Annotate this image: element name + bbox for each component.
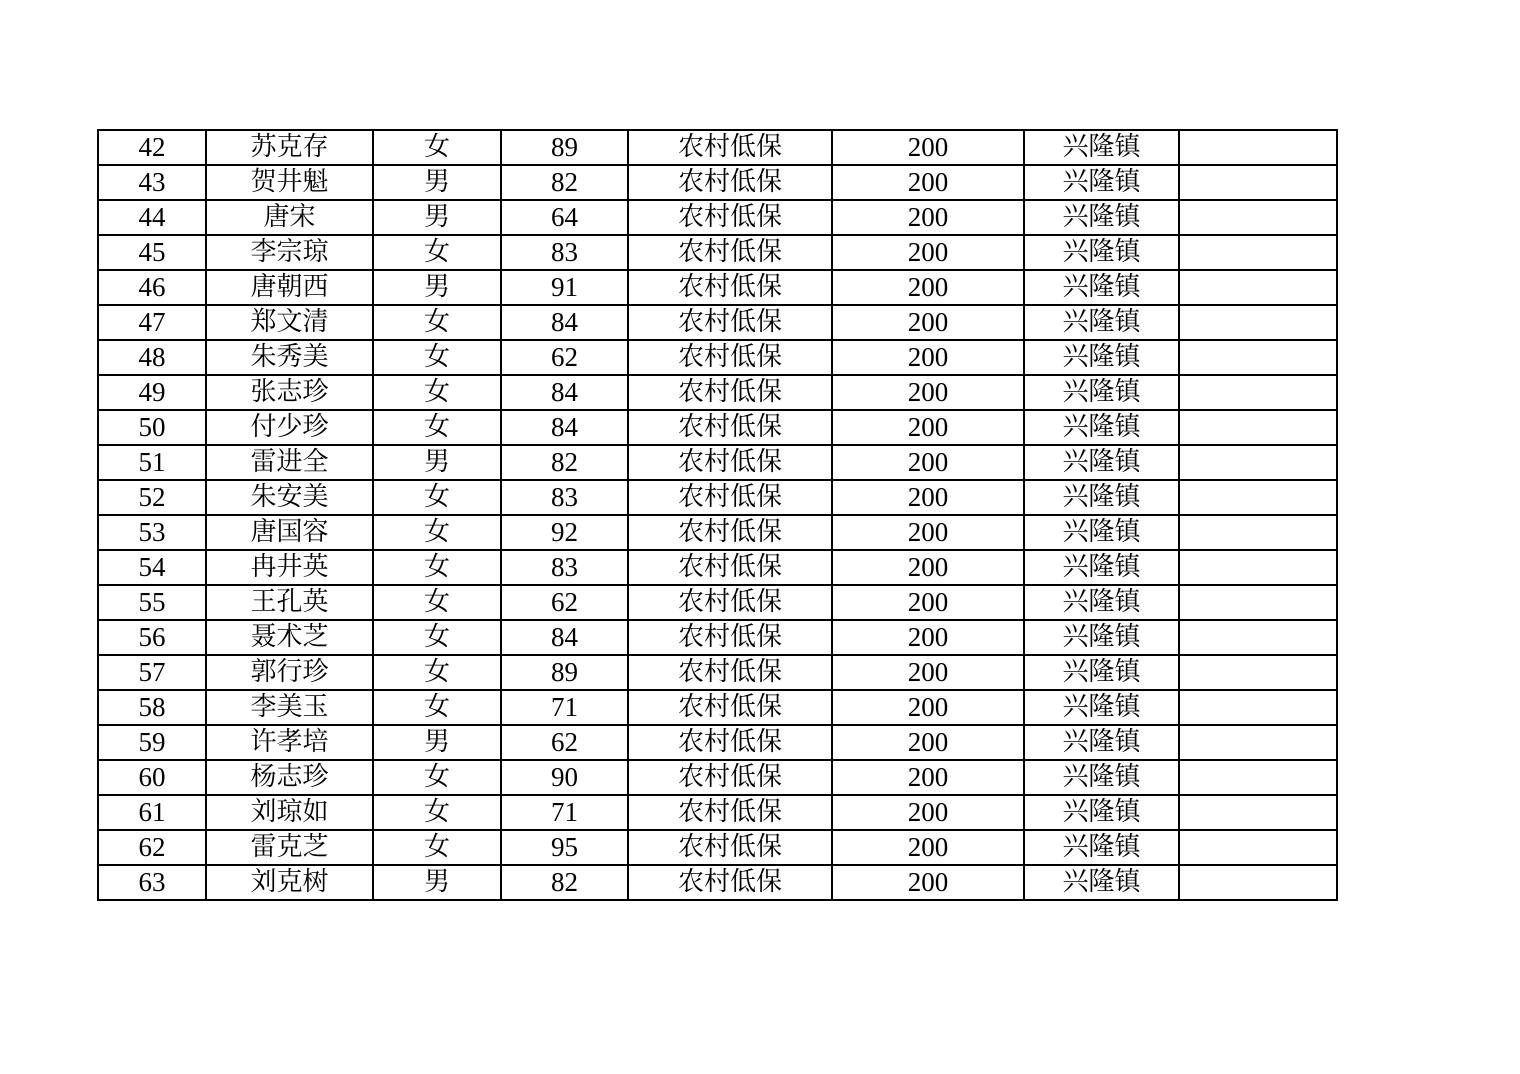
note-cell [1179,830,1337,865]
row-number-cell: 58 [98,690,206,725]
age-cell: 82 [501,445,628,480]
category-cell: 农村低保 [628,760,832,795]
town-cell: 兴隆镇 [1024,515,1179,550]
note-cell [1179,620,1337,655]
category-cell: 农村低保 [628,515,832,550]
note-cell [1179,725,1337,760]
row-number-cell: 60 [98,760,206,795]
town-cell: 兴隆镇 [1024,760,1179,795]
note-cell [1179,165,1337,200]
town-cell: 兴隆镇 [1024,830,1179,865]
age-cell: 95 [501,830,628,865]
table-row [98,655,1337,690]
age-cell: 91 [501,270,628,305]
amount-cell: 200 [832,165,1024,200]
table-row [98,725,1337,760]
amount-cell: 200 [832,655,1024,690]
category-cell: 农村低保 [628,725,832,760]
category-cell: 农村低保 [628,655,832,690]
amount-cell: 200 [832,620,1024,655]
town-cell: 兴隆镇 [1024,305,1179,340]
category-cell: 农村低保 [628,830,832,865]
note-cell [1179,480,1337,515]
row-number-cell: 51 [98,445,206,480]
note-cell [1179,550,1337,585]
sex-cell: 女 [373,620,501,655]
sex-cell: 女 [373,550,501,585]
category-cell: 农村低保 [628,375,832,410]
sex-cell: 男 [373,270,501,305]
sex-cell: 女 [373,410,501,445]
age-cell: 89 [501,655,628,690]
table-row [98,340,1337,375]
name-cell: 聂术芝 [206,620,373,655]
name-cell: 付少珍 [206,410,373,445]
sex-cell: 女 [373,760,501,795]
table-body [98,130,1337,900]
table-row [98,620,1337,655]
town-cell: 兴隆镇 [1024,130,1179,165]
age-cell: 84 [501,305,628,340]
age-cell: 82 [501,165,628,200]
row-number-cell: 63 [98,865,206,900]
amount-cell: 200 [832,795,1024,830]
note-cell [1179,410,1337,445]
note-cell [1179,375,1337,410]
name-cell: 许孝培 [206,725,373,760]
town-cell: 兴隆镇 [1024,480,1179,515]
category-cell: 农村低保 [628,410,832,445]
category-cell: 农村低保 [628,585,832,620]
category-cell: 农村低保 [628,130,832,165]
amount-cell: 200 [832,375,1024,410]
age-cell: 83 [501,235,628,270]
name-cell: 李宗琼 [206,235,373,270]
amount-cell: 200 [832,410,1024,445]
amount-cell: 200 [832,235,1024,270]
age-cell: 83 [501,480,628,515]
town-cell: 兴隆镇 [1024,270,1179,305]
sex-cell: 女 [373,305,501,340]
town-cell: 兴隆镇 [1024,200,1179,235]
note-cell [1179,760,1337,795]
amount-cell: 200 [832,270,1024,305]
age-cell: 82 [501,865,628,900]
table-row [98,830,1337,865]
category-cell: 农村低保 [628,445,832,480]
age-cell: 90 [501,760,628,795]
sex-cell: 女 [373,830,501,865]
town-cell: 兴隆镇 [1024,690,1179,725]
age-cell: 84 [501,620,628,655]
amount-cell: 200 [832,760,1024,795]
sex-cell: 男 [373,445,501,480]
town-cell: 兴隆镇 [1024,445,1179,480]
town-cell: 兴隆镇 [1024,375,1179,410]
note-cell [1179,235,1337,270]
table-row [98,270,1337,305]
sex-cell: 男 [373,865,501,900]
age-cell: 89 [501,130,628,165]
sex-cell: 女 [373,655,501,690]
table-row [98,375,1337,410]
note-cell [1179,865,1337,900]
note-cell [1179,270,1337,305]
row-number-cell: 57 [98,655,206,690]
row-number-cell: 49 [98,375,206,410]
amount-cell: 200 [832,445,1024,480]
town-cell: 兴隆镇 [1024,795,1179,830]
amount-cell: 200 [832,340,1024,375]
sex-cell: 女 [373,585,501,620]
note-cell [1179,655,1337,690]
town-cell: 兴隆镇 [1024,655,1179,690]
amount-cell: 200 [832,200,1024,235]
age-cell: 62 [501,340,628,375]
amount-cell: 200 [832,515,1024,550]
name-cell: 朱安美 [206,480,373,515]
note-cell [1179,130,1337,165]
row-number-cell: 44 [98,200,206,235]
age-cell: 64 [501,200,628,235]
sex-cell: 女 [373,690,501,725]
town-cell: 兴隆镇 [1024,410,1179,445]
row-number-cell: 62 [98,830,206,865]
age-cell: 71 [501,795,628,830]
amount-cell: 200 [832,865,1024,900]
note-cell [1179,340,1337,375]
category-cell: 农村低保 [628,795,832,830]
name-cell: 刘克树 [206,865,373,900]
row-number-cell: 54 [98,550,206,585]
note-cell [1179,795,1337,830]
town-cell: 兴隆镇 [1024,340,1179,375]
category-cell: 农村低保 [628,340,832,375]
sex-cell: 女 [373,235,501,270]
table-row [98,480,1337,515]
table-row [98,305,1337,340]
category-cell: 农村低保 [628,690,832,725]
name-cell: 李美玉 [206,690,373,725]
table-row [98,165,1337,200]
sex-cell: 男 [373,165,501,200]
category-cell: 农村低保 [628,305,832,340]
amount-cell: 200 [832,830,1024,865]
table-row [98,865,1337,900]
table-row [98,515,1337,550]
category-cell: 农村低保 [628,165,832,200]
category-cell: 农村低保 [628,865,832,900]
row-number-cell: 56 [98,620,206,655]
note-cell [1179,305,1337,340]
name-cell: 唐朝西 [206,270,373,305]
town-cell: 兴隆镇 [1024,620,1179,655]
row-number-cell: 55 [98,585,206,620]
table-row [98,200,1337,235]
category-cell: 农村低保 [628,480,832,515]
table-row [98,795,1337,830]
note-cell [1179,690,1337,725]
table-row [98,760,1337,795]
category-cell: 农村低保 [628,200,832,235]
name-cell: 郑文清 [206,305,373,340]
amount-cell: 200 [832,130,1024,165]
row-number-cell: 52 [98,480,206,515]
name-cell: 唐国容 [206,515,373,550]
table-row [98,445,1337,480]
table-row [98,235,1337,270]
sex-cell: 男 [373,200,501,235]
table-row [98,690,1337,725]
row-number-cell: 50 [98,410,206,445]
sex-cell: 女 [373,480,501,515]
town-cell: 兴隆镇 [1024,235,1179,270]
row-number-cell: 45 [98,235,206,270]
age-cell: 83 [501,550,628,585]
note-cell [1179,445,1337,480]
name-cell: 杨志珍 [206,760,373,795]
sex-cell: 男 [373,725,501,760]
amount-cell: 200 [832,305,1024,340]
row-number-cell: 43 [98,165,206,200]
row-number-cell: 48 [98,340,206,375]
sex-cell: 女 [373,795,501,830]
name-cell: 冉井英 [206,550,373,585]
town-cell: 兴隆镇 [1024,165,1179,200]
name-cell: 郭行珍 [206,655,373,690]
name-cell: 唐宋 [206,200,373,235]
age-cell: 84 [501,410,628,445]
name-cell: 贺井魁 [206,165,373,200]
note-cell [1179,515,1337,550]
table-row [98,550,1337,585]
table-row [98,130,1337,165]
sex-cell: 女 [373,515,501,550]
row-number-cell: 59 [98,725,206,760]
category-cell: 农村低保 [628,550,832,585]
table-row [98,410,1337,445]
name-cell: 朱秀美 [206,340,373,375]
sex-cell: 女 [373,340,501,375]
category-cell: 农村低保 [628,270,832,305]
town-cell: 兴隆镇 [1024,550,1179,585]
town-cell: 兴隆镇 [1024,585,1179,620]
age-cell: 62 [501,725,628,760]
data-table [97,129,1338,901]
age-cell: 71 [501,690,628,725]
name-cell: 张志珍 [206,375,373,410]
age-cell: 92 [501,515,628,550]
category-cell: 农村低保 [628,620,832,655]
name-cell: 刘琼如 [206,795,373,830]
age-cell: 62 [501,585,628,620]
sex-cell: 女 [373,130,501,165]
name-cell: 苏克存 [206,130,373,165]
category-cell: 农村低保 [628,235,832,270]
town-cell: 兴隆镇 [1024,865,1179,900]
town-cell: 兴隆镇 [1024,725,1179,760]
row-number-cell: 46 [98,270,206,305]
amount-cell: 200 [832,585,1024,620]
row-number-cell: 42 [98,130,206,165]
name-cell: 雷克芝 [206,830,373,865]
row-number-cell: 47 [98,305,206,340]
amount-cell: 200 [832,690,1024,725]
name-cell: 王孔英 [206,585,373,620]
amount-cell: 200 [832,550,1024,585]
table-row [98,585,1337,620]
amount-cell: 200 [832,480,1024,515]
note-cell [1179,585,1337,620]
sex-cell: 女 [373,375,501,410]
row-number-cell: 61 [98,795,206,830]
amount-cell: 200 [832,725,1024,760]
note-cell [1179,200,1337,235]
name-cell: 雷进全 [206,445,373,480]
row-number-cell: 53 [98,515,206,550]
age-cell: 84 [501,375,628,410]
